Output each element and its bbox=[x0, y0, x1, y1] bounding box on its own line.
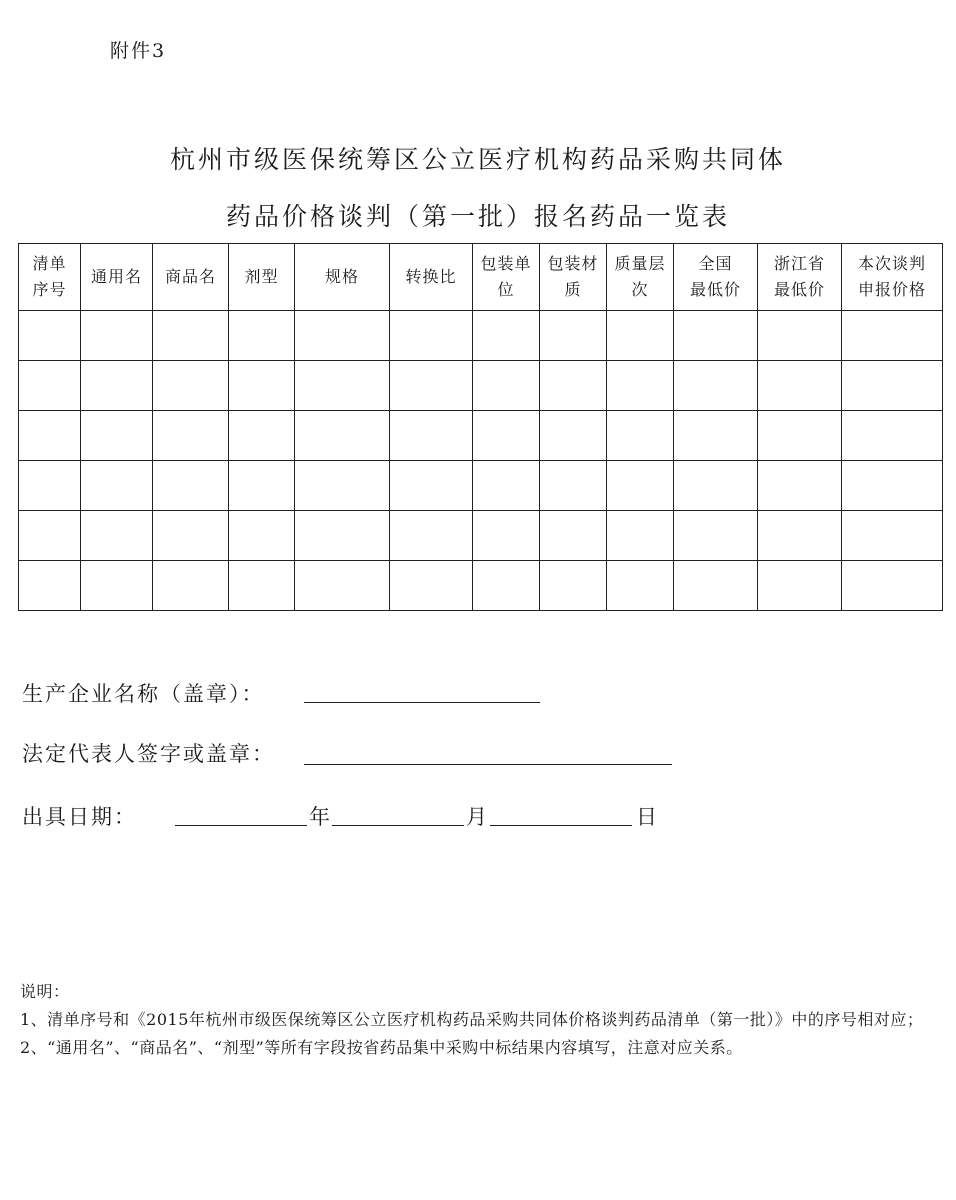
document-title-line1: 杭州市级医保统筹区公立医疗机构药品采购共同体 bbox=[169, 145, 786, 174]
table-row bbox=[19, 311, 943, 361]
column-header: 包装材 质 bbox=[540, 244, 607, 311]
table-cell[interactable] bbox=[229, 511, 295, 561]
month-field[interactable] bbox=[332, 825, 464, 826]
company-name-field[interactable] bbox=[304, 702, 540, 703]
table-cell[interactable] bbox=[473, 361, 540, 411]
table-cell[interactable] bbox=[758, 361, 842, 411]
table-cell[interactable] bbox=[153, 361, 229, 411]
table-cell[interactable] bbox=[674, 411, 758, 461]
table-cell[interactable] bbox=[229, 311, 295, 361]
table-cell[interactable] bbox=[540, 411, 607, 461]
table-cell[interactable] bbox=[540, 461, 607, 511]
table-cell[interactable] bbox=[295, 411, 390, 461]
table-row bbox=[19, 361, 943, 411]
table-cell[interactable] bbox=[758, 461, 842, 511]
table-cell[interactable] bbox=[153, 411, 229, 461]
table-cell[interactable] bbox=[842, 511, 943, 561]
table-cell[interactable] bbox=[229, 561, 295, 611]
table-cell[interactable] bbox=[540, 311, 607, 361]
table-row bbox=[19, 461, 943, 511]
table-cell[interactable] bbox=[295, 311, 390, 361]
table-cell[interactable] bbox=[229, 361, 295, 411]
table-header-row bbox=[19, 244, 943, 311]
table-body bbox=[19, 311, 943, 611]
table-cell[interactable] bbox=[758, 411, 842, 461]
notes-section bbox=[20, 978, 945, 1062]
table-cell[interactable] bbox=[758, 561, 842, 611]
table-cell[interactable] bbox=[842, 461, 943, 511]
table-cell[interactable] bbox=[842, 411, 943, 461]
month-label: 月 bbox=[466, 805, 487, 829]
table-cell[interactable] bbox=[473, 561, 540, 611]
company-name-label: 生产企业名称（盖章）： bbox=[22, 682, 265, 706]
table-row bbox=[19, 411, 943, 461]
table-cell[interactable] bbox=[674, 561, 758, 611]
table-cell[interactable] bbox=[758, 311, 842, 361]
table-cell[interactable] bbox=[473, 311, 540, 361]
table-cell[interactable] bbox=[607, 361, 674, 411]
year-label: 年 bbox=[309, 805, 330, 829]
table-cell[interactable] bbox=[540, 361, 607, 411]
table-cell[interactable] bbox=[295, 361, 390, 411]
note-item-2: 2、“通用名”、“商品名”、“剂型”等所有字段按省药品集中采购中标结果内容填写，注意对应关系。 bbox=[20, 1038, 743, 1057]
table-cell[interactable] bbox=[473, 411, 540, 461]
table-cell[interactable] bbox=[607, 311, 674, 361]
table-cell[interactable] bbox=[19, 561, 81, 611]
column-header: 质量层 次 bbox=[607, 244, 674, 311]
table-cell[interactable] bbox=[19, 511, 81, 561]
table-cell[interactable] bbox=[153, 561, 229, 611]
table-cell[interactable] bbox=[390, 461, 473, 511]
table-cell[interactable] bbox=[19, 411, 81, 461]
table-cell[interactable] bbox=[81, 461, 153, 511]
table-cell[interactable] bbox=[607, 411, 674, 461]
table-cell[interactable] bbox=[390, 511, 473, 561]
table-row bbox=[19, 561, 943, 611]
document-title-line2: 药品价格谈判（第一批）报名药品一览表 bbox=[225, 202, 730, 231]
drug-list-table bbox=[18, 243, 943, 611]
attachment-label: 附件3 bbox=[110, 40, 167, 62]
table-cell[interactable] bbox=[540, 561, 607, 611]
day-field[interactable] bbox=[490, 825, 632, 826]
table-cell[interactable] bbox=[674, 461, 758, 511]
table-cell[interactable] bbox=[229, 411, 295, 461]
column-header: 本次谈判 申报价格 bbox=[842, 244, 943, 311]
column-header: 通用名 bbox=[81, 244, 153, 311]
table-cell[interactable] bbox=[153, 461, 229, 511]
legal-rep-signature-field[interactable] bbox=[304, 764, 672, 765]
table-cell[interactable] bbox=[19, 311, 81, 361]
table-cell[interactable] bbox=[674, 311, 758, 361]
issue-date-label: 出具日期： bbox=[22, 805, 137, 829]
table-cell[interactable] bbox=[295, 561, 390, 611]
column-header: 包装单 位 bbox=[473, 244, 540, 311]
table-cell[interactable] bbox=[81, 511, 153, 561]
table-cell[interactable] bbox=[842, 311, 943, 361]
table-cell[interactable] bbox=[81, 411, 153, 461]
table-cell[interactable] bbox=[473, 461, 540, 511]
table-cell[interactable] bbox=[81, 311, 153, 361]
column-header: 商品名 bbox=[153, 244, 229, 311]
table-cell[interactable] bbox=[842, 561, 943, 611]
table-cell[interactable] bbox=[81, 361, 153, 411]
table-cell[interactable] bbox=[607, 561, 674, 611]
table-cell[interactable] bbox=[674, 361, 758, 411]
table-cell[interactable] bbox=[295, 511, 390, 561]
day-label: 日 bbox=[636, 805, 657, 829]
column-header: 规格 bbox=[295, 244, 390, 311]
table-cell[interactable] bbox=[390, 411, 473, 461]
table-cell[interactable] bbox=[81, 561, 153, 611]
year-field[interactable] bbox=[175, 825, 307, 826]
column-header: 浙江省 最低价 bbox=[758, 244, 842, 311]
column-header: 全国 最低价 bbox=[674, 244, 758, 311]
table-cell[interactable] bbox=[153, 511, 229, 561]
table-cell[interactable] bbox=[758, 511, 842, 561]
column-header: 剂型 bbox=[229, 244, 295, 311]
notes-heading: 说明： bbox=[20, 982, 70, 1001]
table-cell[interactable] bbox=[390, 311, 473, 361]
table-row bbox=[19, 511, 943, 561]
table-cell[interactable] bbox=[229, 461, 295, 511]
table-cell[interactable] bbox=[607, 461, 674, 511]
legal-rep-label: 法定代表人签字或盖章： bbox=[22, 742, 275, 766]
table-cell[interactable] bbox=[390, 561, 473, 611]
table-cell[interactable] bbox=[19, 361, 81, 411]
note-item-1: 1、清单序号和《2015年杭州市级医保统筹区公立医疗机构药品采购共同体价格谈判药品清单（第一批）》中的序号相对应； bbox=[20, 1010, 924, 1029]
table-cell[interactable] bbox=[390, 361, 473, 411]
table-cell[interactable] bbox=[473, 511, 540, 561]
column-header: 转换比 bbox=[390, 244, 473, 311]
table-cell[interactable] bbox=[153, 311, 229, 361]
table-cell[interactable] bbox=[295, 461, 390, 511]
table-cell[interactable] bbox=[842, 361, 943, 411]
table-cell[interactable] bbox=[19, 461, 81, 511]
table-cell[interactable] bbox=[607, 511, 674, 561]
column-header: 清单 序号 bbox=[19, 244, 81, 311]
table-cell[interactable] bbox=[540, 511, 607, 561]
table-cell[interactable] bbox=[674, 511, 758, 561]
